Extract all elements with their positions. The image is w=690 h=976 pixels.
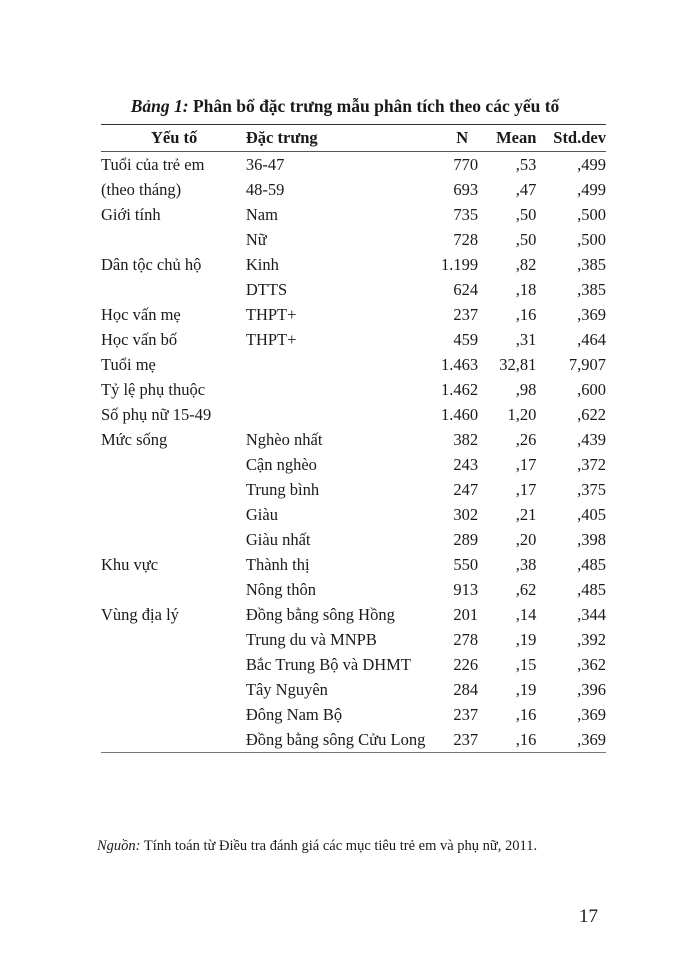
- cell-factor: Số phụ nữ 15-49: [101, 405, 212, 424]
- header-factor: Yếu tố: [101, 125, 246, 152]
- cell-mean: ,19: [515, 630, 537, 649]
- cell-characteristic: Thành thị: [245, 555, 310, 574]
- cell-n: 226: [453, 655, 479, 674]
- cell-n: 728: [453, 230, 479, 249]
- cell-factor: Giới tính: [101, 205, 161, 224]
- cell-factor: Khu vực: [101, 555, 159, 574]
- cell-n: 550: [453, 555, 479, 574]
- table-row: [101, 227, 606, 252]
- table-row: [101, 277, 606, 302]
- cell-mean: ,17: [515, 480, 537, 499]
- cell-characteristic: Giàu: [245, 505, 278, 524]
- cell-factor: Tỷ lệ phụ thuộc: [101, 380, 206, 399]
- cell-n: 201: [453, 605, 479, 624]
- cell-n: 237: [453, 305, 479, 324]
- cell-mean: ,19: [515, 680, 537, 699]
- cell-sd: ,385: [577, 255, 606, 274]
- cell-characteristic: Tây Nguyên: [245, 680, 328, 699]
- data-table: [101, 124, 606, 753]
- cell-factor: Học vấn mẹ: [101, 305, 181, 324]
- table-row: [101, 252, 606, 277]
- cell-n: 247: [453, 480, 479, 499]
- cell-n: 1.463: [440, 355, 479, 374]
- cell-sd: ,396: [577, 680, 606, 699]
- cell-factor: Tuổi mẹ: [101, 355, 156, 374]
- cell-n: 237: [425, 727, 478, 753]
- source-text: Tính toán từ Điều tra đánh giá các mục tiêu trẻ em và phụ nữ, 2011.: [140, 838, 538, 854]
- header-mean: Mean: [478, 125, 536, 152]
- cell-factor: [101, 277, 246, 302]
- table-row: [101, 202, 606, 227]
- cell-sd: ,439: [577, 430, 606, 449]
- cell-factor: [101, 452, 246, 477]
- cell-factor: Tuổi của trẻ em: [101, 155, 205, 174]
- cell-sd: ,499: [577, 180, 606, 199]
- cell-sd: ,464: [577, 330, 606, 349]
- cell-sd: ,372: [577, 455, 606, 474]
- table-row: [101, 602, 606, 627]
- cell-factor: [101, 227, 246, 252]
- cell-mean: 32,81: [499, 355, 537, 374]
- cell-characteristic: Nghèo nhất: [245, 430, 323, 449]
- cell-mean: ,14: [515, 605, 537, 624]
- cell-mean: ,21: [515, 505, 537, 524]
- cell-characteristic: THPT+: [245, 305, 297, 324]
- cell-characteristic: Giàu nhất: [245, 530, 311, 549]
- table-row: [101, 452, 606, 477]
- cell-characteristic: Nữ: [245, 230, 267, 249]
- cell-n: 284: [453, 680, 479, 699]
- table-row: [101, 727, 606, 753]
- cell-sd: ,369: [577, 705, 606, 724]
- table-row: [101, 402, 606, 427]
- cell-factor: Vùng địa lý: [101, 605, 179, 624]
- table-row: [101, 477, 606, 502]
- cell-characteristic: 36-47: [245, 155, 285, 174]
- cell-sd: ,600: [577, 380, 606, 399]
- cell-characteristic: Trung du và MNPB: [245, 630, 377, 649]
- cell-characteristic: Đồng bằng sông Hồng: [245, 605, 395, 624]
- cell-mean: ,82: [515, 255, 537, 274]
- cell-factor: [101, 577, 246, 602]
- cell-characteristic: Đông Nam Bộ: [245, 705, 343, 724]
- cell-factor: (theo tháng): [101, 180, 182, 199]
- header-n: N: [425, 125, 478, 152]
- cell-characteristic: Nam: [245, 205, 278, 224]
- cell-mean: ,98: [515, 380, 537, 399]
- cell-mean: ,16: [478, 727, 536, 753]
- cell-n: 459: [453, 330, 479, 349]
- cell-factor: [101, 527, 246, 552]
- cell-n: 302: [453, 505, 479, 524]
- cell-characteristic: DTTS: [245, 280, 288, 299]
- table-row: [101, 177, 606, 202]
- cell-n: 1.462: [440, 380, 479, 399]
- cell-characteristic: Cận nghèo: [245, 455, 317, 474]
- page-number: 17: [579, 906, 598, 927]
- cell-n: 237: [453, 705, 479, 724]
- cell-mean: 1,20: [507, 405, 537, 424]
- cell-mean: ,26: [515, 430, 537, 449]
- cell-factor: [101, 652, 246, 677]
- cell-sd: ,369: [577, 305, 606, 324]
- cell-characteristic: [246, 402, 425, 427]
- cell-mean: ,50: [515, 230, 537, 249]
- cell-n: 243: [453, 455, 479, 474]
- table-row: [101, 577, 606, 602]
- cell-mean: ,53: [515, 155, 537, 174]
- table-row: [101, 627, 606, 652]
- cell-mean: ,38: [515, 555, 537, 574]
- cell-characteristic: [246, 377, 425, 402]
- cell-mean: ,16: [515, 305, 537, 324]
- cell-n: 770: [453, 155, 479, 174]
- cell-sd: ,398: [577, 530, 606, 549]
- table-row: [101, 427, 606, 452]
- table-row: [101, 502, 606, 527]
- cell-factor: [101, 502, 246, 527]
- table-row: [101, 152, 606, 178]
- cell-sd: ,405: [577, 505, 606, 524]
- cell-sd: ,362: [577, 655, 606, 674]
- cell-n: 382: [453, 430, 479, 449]
- cell-characteristic: Trung bình: [245, 480, 320, 499]
- cell-characteristic: [246, 352, 425, 377]
- cell-sd: ,344: [577, 605, 606, 624]
- cell-factor: [101, 477, 246, 502]
- cell-mean: ,62: [515, 580, 537, 599]
- table-header-row: [101, 125, 606, 152]
- cell-factor: [101, 727, 246, 753]
- cell-n: 913: [453, 580, 479, 599]
- cell-factor: [101, 677, 246, 702]
- cell-mean: ,20: [515, 530, 537, 549]
- source-note: [97, 838, 537, 855]
- cell-n: 693: [453, 180, 479, 199]
- cell-n: 735: [453, 205, 479, 224]
- cell-characteristic: Kinh: [245, 255, 279, 274]
- caption-label: Bảng 1:: [130, 96, 189, 116]
- cell-sd: ,375: [577, 480, 606, 499]
- cell-sd: ,622: [577, 405, 606, 424]
- table-row: [101, 302, 606, 327]
- cell-factor: [101, 702, 246, 727]
- cell-sd: ,369: [536, 727, 606, 753]
- caption-text: Phân bố đặc trưng mẫu phân tích theo các yếu tố: [188, 96, 560, 116]
- cell-sd: ,385: [577, 280, 606, 299]
- cell-characteristic: Đồng bằng sông Cửu Long: [246, 727, 425, 753]
- cell-n: 1.199: [440, 255, 479, 274]
- cell-characteristic: Nông thôn: [245, 580, 317, 599]
- table-body: [101, 152, 606, 753]
- cell-sd: ,499: [577, 155, 606, 174]
- cell-characteristic: THPT+: [245, 330, 297, 349]
- cell-sd: ,485: [577, 555, 606, 574]
- cell-mean: ,18: [515, 280, 537, 299]
- cell-factor: Mức sống: [101, 430, 168, 449]
- cell-sd: ,500: [577, 230, 606, 249]
- table-caption: [0, 96, 690, 117]
- cell-n: 1.460: [440, 405, 479, 424]
- cell-characteristic: Bắc Trung Bộ và DHMT: [245, 655, 411, 674]
- table-row: [101, 652, 606, 677]
- table-row: [101, 327, 606, 352]
- cell-mean: ,50: [515, 205, 537, 224]
- cell-n: 289: [453, 530, 479, 549]
- cell-sd: ,500: [577, 205, 606, 224]
- cell-sd: ,392: [577, 630, 606, 649]
- cell-sd: ,485: [577, 580, 606, 599]
- cell-mean: ,17: [515, 455, 537, 474]
- cell-n: 624: [453, 280, 479, 299]
- cell-mean: ,16: [515, 705, 537, 724]
- header-sd: Std.dev: [536, 125, 606, 152]
- table-row: [101, 702, 606, 727]
- cell-factor: Học vấn bố: [101, 330, 178, 349]
- source-label: Nguồn:: [97, 838, 141, 854]
- table-row: [101, 377, 606, 402]
- cell-mean: ,15: [515, 655, 537, 674]
- table-row: [101, 527, 606, 552]
- table-row: [101, 352, 606, 377]
- cell-mean: ,47: [515, 180, 537, 199]
- cell-n: 278: [453, 630, 479, 649]
- cell-factor: Dân tộc chủ hộ: [101, 255, 202, 274]
- table-row: [101, 677, 606, 702]
- cell-sd: 7,907: [568, 355, 606, 374]
- cell-factor: [101, 627, 246, 652]
- table-row: [101, 552, 606, 577]
- cell-characteristic: 48-59: [245, 180, 285, 199]
- cell-mean: ,31: [515, 330, 537, 349]
- header-characteristic: Đặc trưng: [246, 125, 425, 152]
